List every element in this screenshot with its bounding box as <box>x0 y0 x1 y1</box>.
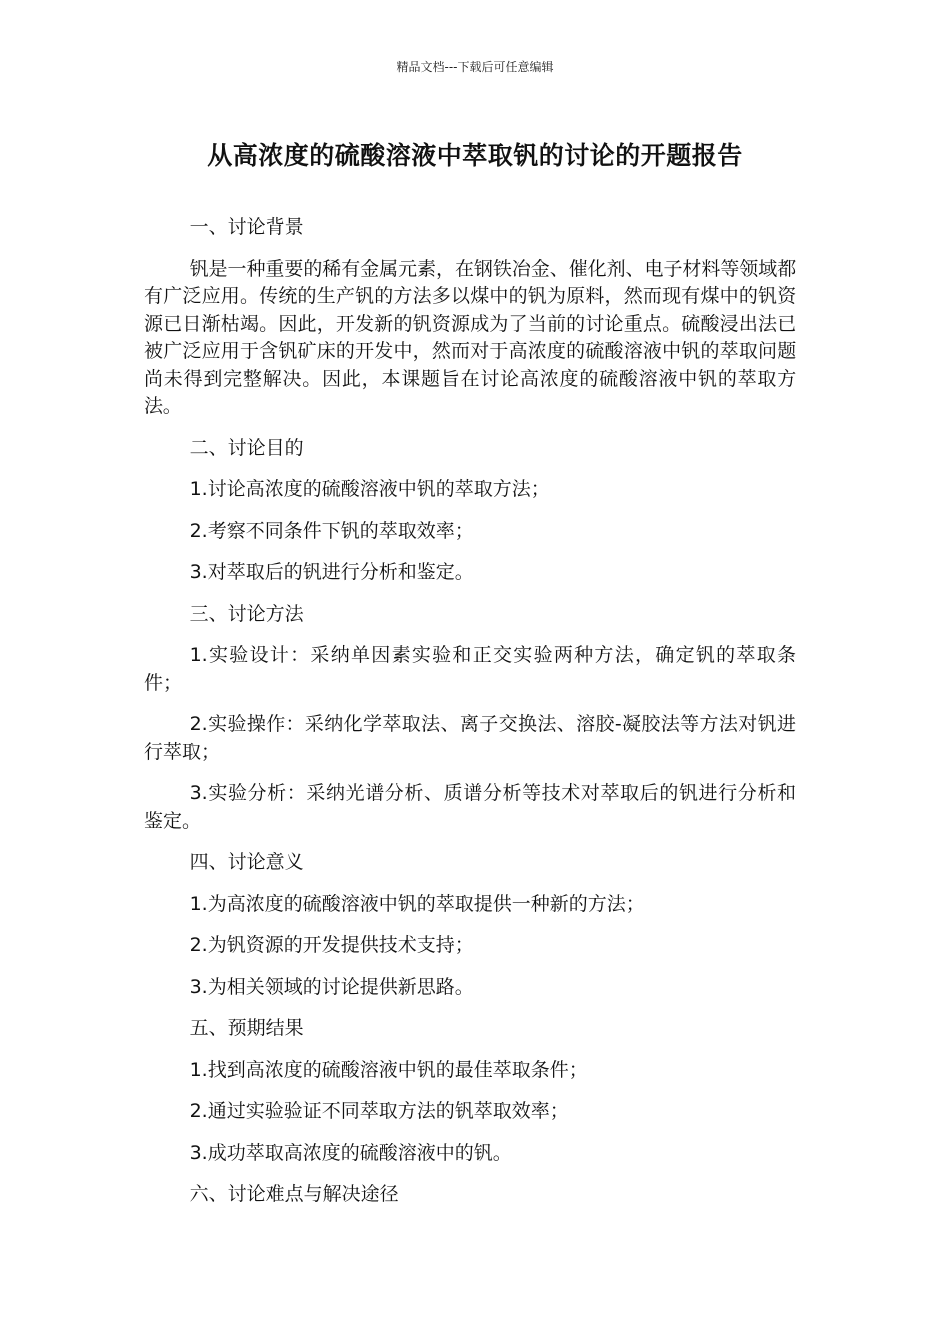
list-item: 1.讨论高浓度的硫酸溶液中钒的萃取方法； <box>189 478 550 500</box>
list-item: 2.实验操作：采纳化学萃取法、离子交换法、溶胶-凝胶法等方法对钒进行萃取； <box>144 713 796 763</box>
section-heading-significance: 四、讨论意义 <box>189 851 304 873</box>
section-heading-background: 一、讨论背景 <box>189 216 304 238</box>
list-item: 2.通过实验验证不同萃取方法的钒萃取效率； <box>189 1100 569 1122</box>
list-item: 1.找到高浓度的硫酸溶液中钒的最佳萃取条件； <box>189 1058 588 1081</box>
list-item: 1.实验设计：采纳单因素实验和正交实验两种方法，确定钒的萃取条件； <box>144 644 796 694</box>
list-item: 3.为相关领域的讨论提供新思路。 <box>189 975 474 998</box>
section-heading-method: 三、讨论方法 <box>189 602 304 625</box>
background-paragraph: 钒是一种重要的稀有金属元素，在钢铁冶金、催化剂、电子材料等领域都有广泛应用。传统的生产钒的方法多以煤中的钒为原料，然而现有煤中的钒资源已日渐枯竭。因此，开发新的钒资源成为了当前的讨论重点。硫酸浸出法已被广泛应用于含钒矿床的开发中，然而对于高浓度的硫酸溶液中钒的萃取问题尚未得到完整解决。因此，本课题旨在讨论高浓度的硫酸溶液中钒的萃取方法。 <box>144 257 796 417</box>
document-body <box>144 214 796 1223</box>
page-header-note: 精品文档---下载后可任意编辑 <box>396 60 554 74</box>
list-item: 3.实验分析：采纳光谱分析、质谱分析等技术对萃取后的钒进行分析和鉴定。 <box>144 782 796 832</box>
list-item: 2.为钒资源的开发提供技术支持； <box>189 934 474 956</box>
list-item: 2.考察不同条件下钒的萃取效率； <box>189 519 474 542</box>
list-item: 3.对萃取后的钒进行分析和鉴定。 <box>189 561 474 583</box>
list-item: 3.成功萃取高浓度的硫酸溶液中的钒。 <box>189 1141 512 1164</box>
section-heading-results: 五、预期结果 <box>189 1017 304 1039</box>
list-item: 1.为高浓度的硫酸溶液中钒的萃取提供一种新的方法； <box>189 892 645 915</box>
section-heading-purpose: 二、讨论目的 <box>189 436 304 459</box>
section-heading-difficulty: 六、讨论难点与解决途径 <box>189 1183 399 1205</box>
document-title: 从高浓度的硫酸溶液中萃取钒的讨论的开题报告 <box>207 141 743 170</box>
